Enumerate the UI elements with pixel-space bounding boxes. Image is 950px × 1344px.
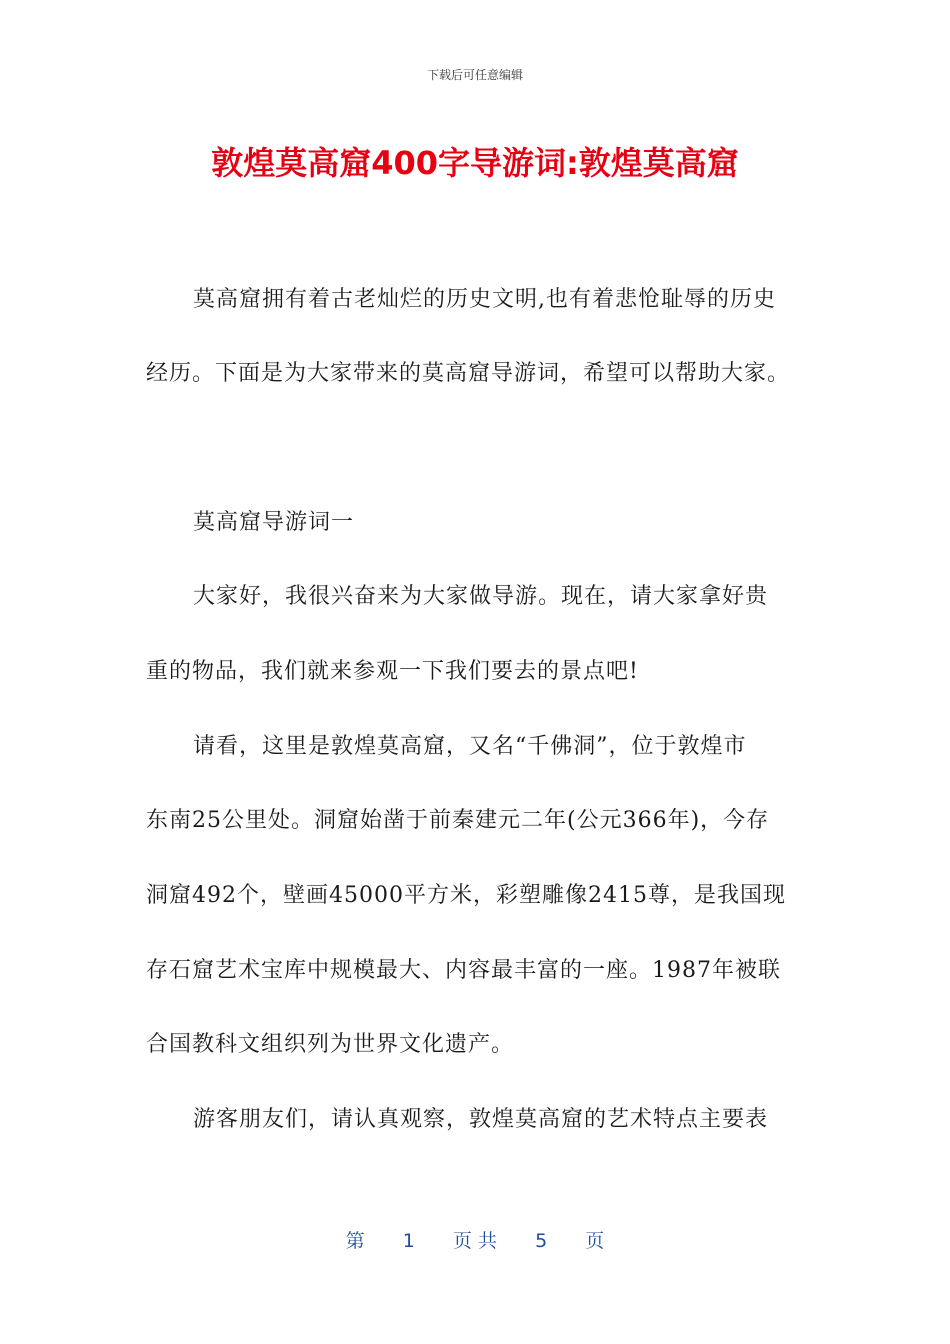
header-note: 下载后可任意编辑 [426,68,523,82]
footer-middle: 页 共 [452,1230,498,1252]
paragraph-line: 合国教科文组织列为世界文化遗产。 [146,1032,515,1057]
footer-total-pages: 5 [535,1230,548,1252]
section-heading: 莫高窟导游词一 [193,510,355,535]
paragraph-line: 游客朋友们，请认真观察，敦煌莫高窟的艺术特点主要表 [193,1107,769,1132]
paragraph-line: 重的物品，我们就来参观一下我们要去的景点吧! [146,659,639,684]
paragraph-line: 东南25公里处。洞窟始凿于前秦建元二年(公元366年)，今存 [146,808,770,833]
footer-suffix: 页 [585,1230,605,1252]
paragraph-line: 大家好，我很兴奋来为大家做导游。现在，请大家拿好贵 [193,584,769,609]
paragraph-line: 洞窟492个，壁画45000平方米，彩塑雕像2415尊，是我国现 [146,883,786,908]
footer-prefix: 第 [345,1230,365,1252]
paragraph-line: 存石窟艺术宝库中规模最大、内容最丰富的一座。1987年被联 [146,958,781,983]
paragraph-line: 请看，这里是敦煌莫高窟，又名“千佛洞”，位于敦煌市 [193,734,747,759]
document-title: 敦煌莫高窟400字导游词:敦煌莫高窟 [211,144,739,182]
paragraph-line: 经历。下面是为大家带来的莫高窟导游词，希望可以帮助大家。 [146,361,791,386]
paragraph-line: 莫高窟拥有着古老灿烂的历史文明,也有着悲怆耻辱的历史 [193,287,776,312]
page-footer [0,1226,950,1253]
footer-page-number: 1 [402,1230,415,1252]
